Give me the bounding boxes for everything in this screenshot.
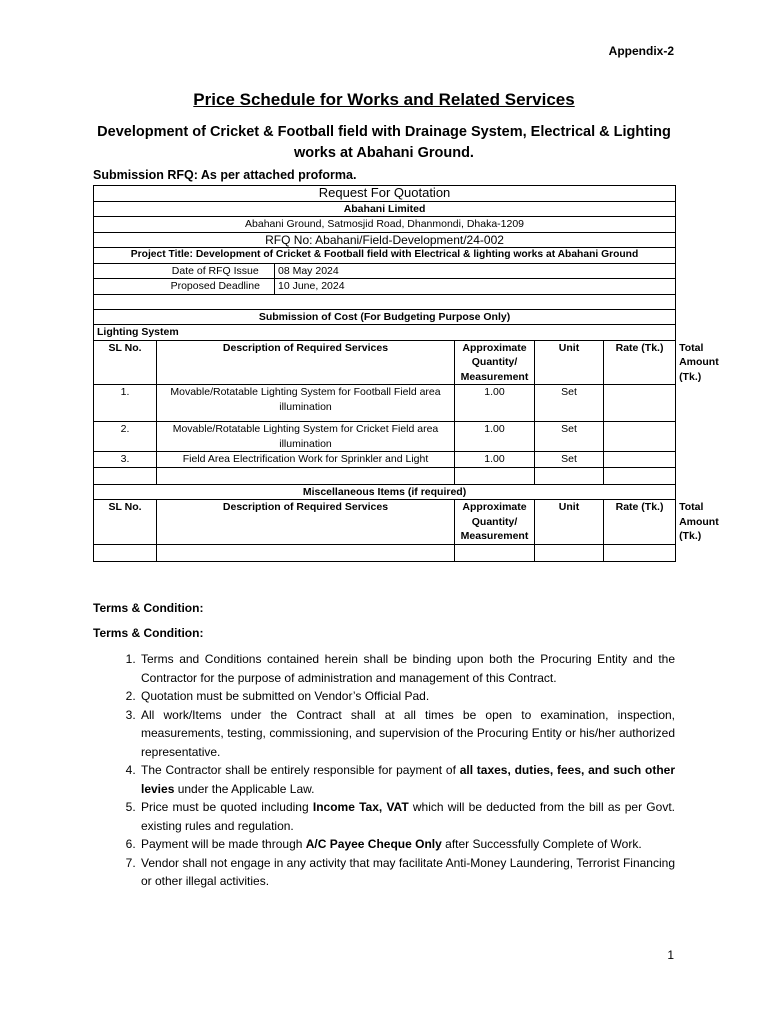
spacer-cell [94,263,157,279]
page-title: Price Schedule for Works and Related Services [193,90,575,109]
terms-heading: Terms & Condition: [93,601,204,615]
term-item: 1. Terms and Conditions contained herein shall be binding upon both the Procuring Entity and the Contractor for the purpose of administration and management of this Contract. [139,650,675,687]
item-desc: Movable/Rotatable Lighting System for Cricket Field area illumination [157,422,455,452]
table-row [94,422,676,452]
deadline-label: Proposed Deadline [157,279,275,295]
col-unit: Unit [535,500,604,545]
col-sl: SL No. [94,500,157,545]
page-number: 1 [667,948,674,962]
term-item: 4. The Contractor shall be entirely responsible for payment of all taxes, duties, fees, and such other levies under the Applicable Law. [139,761,675,798]
deadline-value: 10 June, 2024 [275,279,676,295]
terms-heading: Terms & Condition: [93,626,204,640]
col-rate: Rate (Tk.) [604,340,676,385]
item-qty: 1.00 [455,385,535,422]
item-desc: Movable/Rotatable Lighting System for Football Field area illumination [157,385,455,422]
rfq-heading: Request For Quotation [94,186,676,202]
term-item: 3. All work/Items under the Contract shall at all times be open to examination, inspection, measurements, testing, commissioning, and supervision of the Procuring Entity or his/her authorized representative. [139,706,675,762]
submission-line: Submission RFQ: As per attached proforma. [93,168,357,182]
rfq-table: Request For Quotation Abahani Limited Abahani Ground, Satmosjid Road, Dhanmondi, Dhaka-1209 RFQ No: Abahani/Field-Development/24-002 Project Title: Development of Cricket & Football field with Electrical & lighting works at Abahani Ground Date of RFQ Issue 08 May 2024 Proposed Deadline 10 June, 2024 Submission of Cost (For Budgeting Purpose Only) Lighting System SL No. Description of Required Services Approximate Quantity/ Measurement Unit Rate (Tk.) Total Amount (Tk.) 1. Movable/Rotatable Lighting System for Football Field area illumination 1.00 Set 2. Movable/Rotatable Lighting System for Cricket Field area illumination 1.00 Set 3. Field Area Electrification Work for Sprinkler and Light 1.00 Set Miscellaneous Items (if required) SL No. Description of Required Services Approximate Quantity/ Measurement Unit Rate (Tk.) Total Amount (Tk.) [93,185,676,562]
col-qty: Approximate Quantity/ Measurement [455,500,535,545]
item-qty: 1.00 [455,452,535,468]
item-desc: Field Area Electrification Work for Sprinkler and Light [157,452,455,468]
col-qty: Approximate Quantity/ Measurement [455,340,535,385]
term-item: 5. Price must be quoted including Income Tax, VAT which will be deducted from the bill as per Govt. existing rules and regulation. [139,798,675,835]
spacer-cell [94,279,157,295]
terms-list [93,650,675,891]
col-sl: SL No. [94,340,157,385]
blank-row [94,467,676,484]
term-item: 7. Vendor shall not engage in any activity that may facilitate Anti-Money Laundering, Terrorist Financing or other illegal activities. [139,854,675,891]
term-item: 2. Quotation must be submitted on Vendor’s Official Pad. [139,687,675,706]
item-rate [604,385,676,422]
table-row [94,452,676,468]
col-desc: Description of Required Services [157,340,455,385]
blank-row [94,294,676,309]
cost-heading: Submission of Cost (For Budgeting Purpose Only) [94,309,676,325]
misc-heading: Miscellaneous Items (if required) [94,484,676,500]
item-unit: Set [535,385,604,422]
col-rate: Rate (Tk.) [604,500,676,545]
lighting-heading: Lighting System [94,325,676,341]
org-name: Abahani Limited [94,201,676,217]
item-qty: 1.00 [455,422,535,452]
issue-date-value: 08 May 2024 [275,263,676,279]
item-rate [604,452,676,468]
item-rate [604,422,676,452]
blank-row [94,544,676,561]
col-unit: Unit [535,340,604,385]
item-unit: Set [535,452,604,468]
appendix-label: Appendix-2 [608,44,674,58]
item-sl: 1. [94,385,157,422]
col-desc: Description of Required Services [157,500,455,545]
rfq-number: RFQ No: Abahani/Field-Development/24-002 [94,232,676,248]
issue-date-label: Date of RFQ Issue [157,263,275,279]
item-sl: 3. [94,452,157,468]
item-sl: 2. [94,422,157,452]
org-address: Abahani Ground, Satmosjid Road, Dhanmondi, Dhaka-1209 [94,217,676,233]
project-subtitle: Development of Cricket & Football field with Drainage System, Electrical & Lighting works at Abahani Ground. [97,124,671,161]
project-title: Project Title: Development of Cricket & Football field with Electrical & lighting works at Abahani Ground [94,248,676,264]
item-unit: Set [535,422,604,452]
term-item: 6. Payment will be made through A/C Payee Cheque Only after Successfully Complete of Work. [139,835,675,854]
table-row [94,385,676,422]
